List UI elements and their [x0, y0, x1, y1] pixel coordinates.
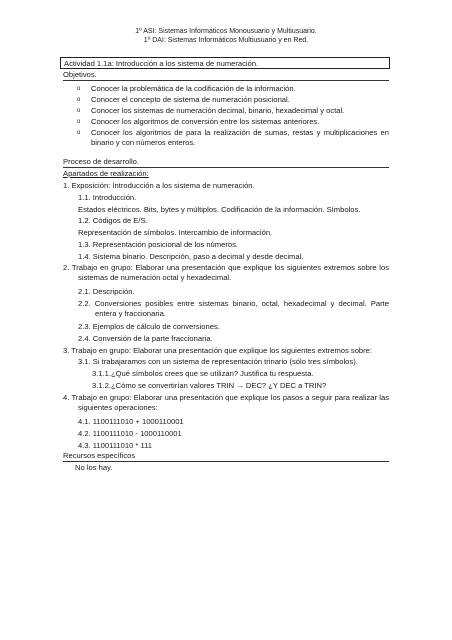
- resources-heading: Recursos específicos: [63, 451, 389, 462]
- objective-item: Conocer el concepto de sistema de numeración posicional.: [91, 95, 290, 104]
- objectives-heading: Objetivos.: [63, 70, 389, 81]
- objective-item: Conocer los algoritmos de para la realización de sumas, restas y multiplicaciones en binario y con números enteros.: [91, 128, 389, 147]
- process-item: 1. Exposición: Introducción a los sistema de numeración.: [63, 181, 255, 190]
- process-subitem: 2.4. Conversión de la parte fraccionaria.: [78, 334, 213, 343]
- bullet-icon: o: [77, 86, 81, 92]
- objective-item: Conocer los algoritmos de conversión entre los sistemas anteriores.: [91, 117, 320, 126]
- process-description: Estados eléctricos. Bits, bytes y múltiplos. Codificación de la información. Símbolos.: [78, 205, 361, 214]
- bullet-icon: o: [77, 97, 81, 103]
- process-item: 3. Trabajo en grupo: Elaborar una presentación que explique los siguientes extremos sobre:: [63, 346, 373, 355]
- process-subsubitem: 3.1.1.¿Qué símbolos crees que se utilizan? Justifica tu respuesta.: [92, 369, 314, 378]
- objective-item: Conocer los sistemas de numeración decimal, binario, hexadecimal y octal.: [91, 106, 345, 115]
- process-subitem: 4.1. 1100111010 + 1000110001: [78, 417, 184, 426]
- bullet-icon: o: [77, 119, 81, 125]
- process-subitem: 4.2. 1100111010 - 1000110001: [78, 429, 182, 438]
- process-subitem: 1.1. Introducción.: [78, 193, 137, 202]
- objective-item: Conocer la problemática de la codificación de la información.: [91, 84, 296, 93]
- process-subitem: 4.3. 1100111010 * 111: [78, 441, 153, 450]
- process-subitem: 2.2. Conversiones posibles entre sistemas binario, octal, hexadecimal y decimal. Parte entera y fraccionaria.: [78, 299, 389, 318]
- header-line-2: 1º DAI: Sistemas Informáticos Multiusuario y en Red.: [143, 37, 309, 44]
- header-line-1: 1º ASI: Sistemas Informáticos Monousuario y Multiusuario.: [135, 28, 317, 35]
- process-heading: Proceso de desarrollo.: [63, 157, 389, 168]
- process-subitem: 1.3. Representación posicional de los números.: [78, 240, 238, 249]
- process-description: Representación de símbolos. Intercambio de información.: [78, 228, 273, 237]
- process-subitem: 2.1. Descripción.: [78, 287, 135, 296]
- resources-text: No los hay.: [75, 463, 113, 472]
- process-subitem: 2.3. Ejemplos de cálculo de conversiones.: [78, 322, 220, 331]
- process-item: 2. Trabajo en grupo: Elaborar una presentación que explique los siguientes extremos sobre los sistemas de numeración octal y hexadecimal.: [63, 263, 389, 282]
- process-subitem: 1.4. Sistema binario. Descripción, paso a decimal y desde decimal.: [78, 252, 304, 261]
- process-subitem: 1.2. Códigos de E/S.: [78, 216, 148, 225]
- process-subsubitem: 3.1.2.¿Cómo se convertirían valores TRIN → DEC? ¿Y DEC a TRIN?: [92, 381, 327, 390]
- bullet-icon: o: [77, 130, 81, 136]
- process-item: 4. Trabajo en grupo: Elaborar una presentación que explique los pasos a seguir para realizar las siguientes operaciones:: [63, 393, 389, 412]
- process-subheading: Apartados de realización:: [63, 169, 149, 178]
- process-subitem: 3.1. Si trabajaramos con un sistema de representación trinario (sólo tres símbolos).: [78, 357, 358, 366]
- bullet-icon: o: [77, 108, 81, 114]
- activity-title-box: Actividad 1.1a: Introducción a los sistema de numeración.: [60, 57, 390, 69]
